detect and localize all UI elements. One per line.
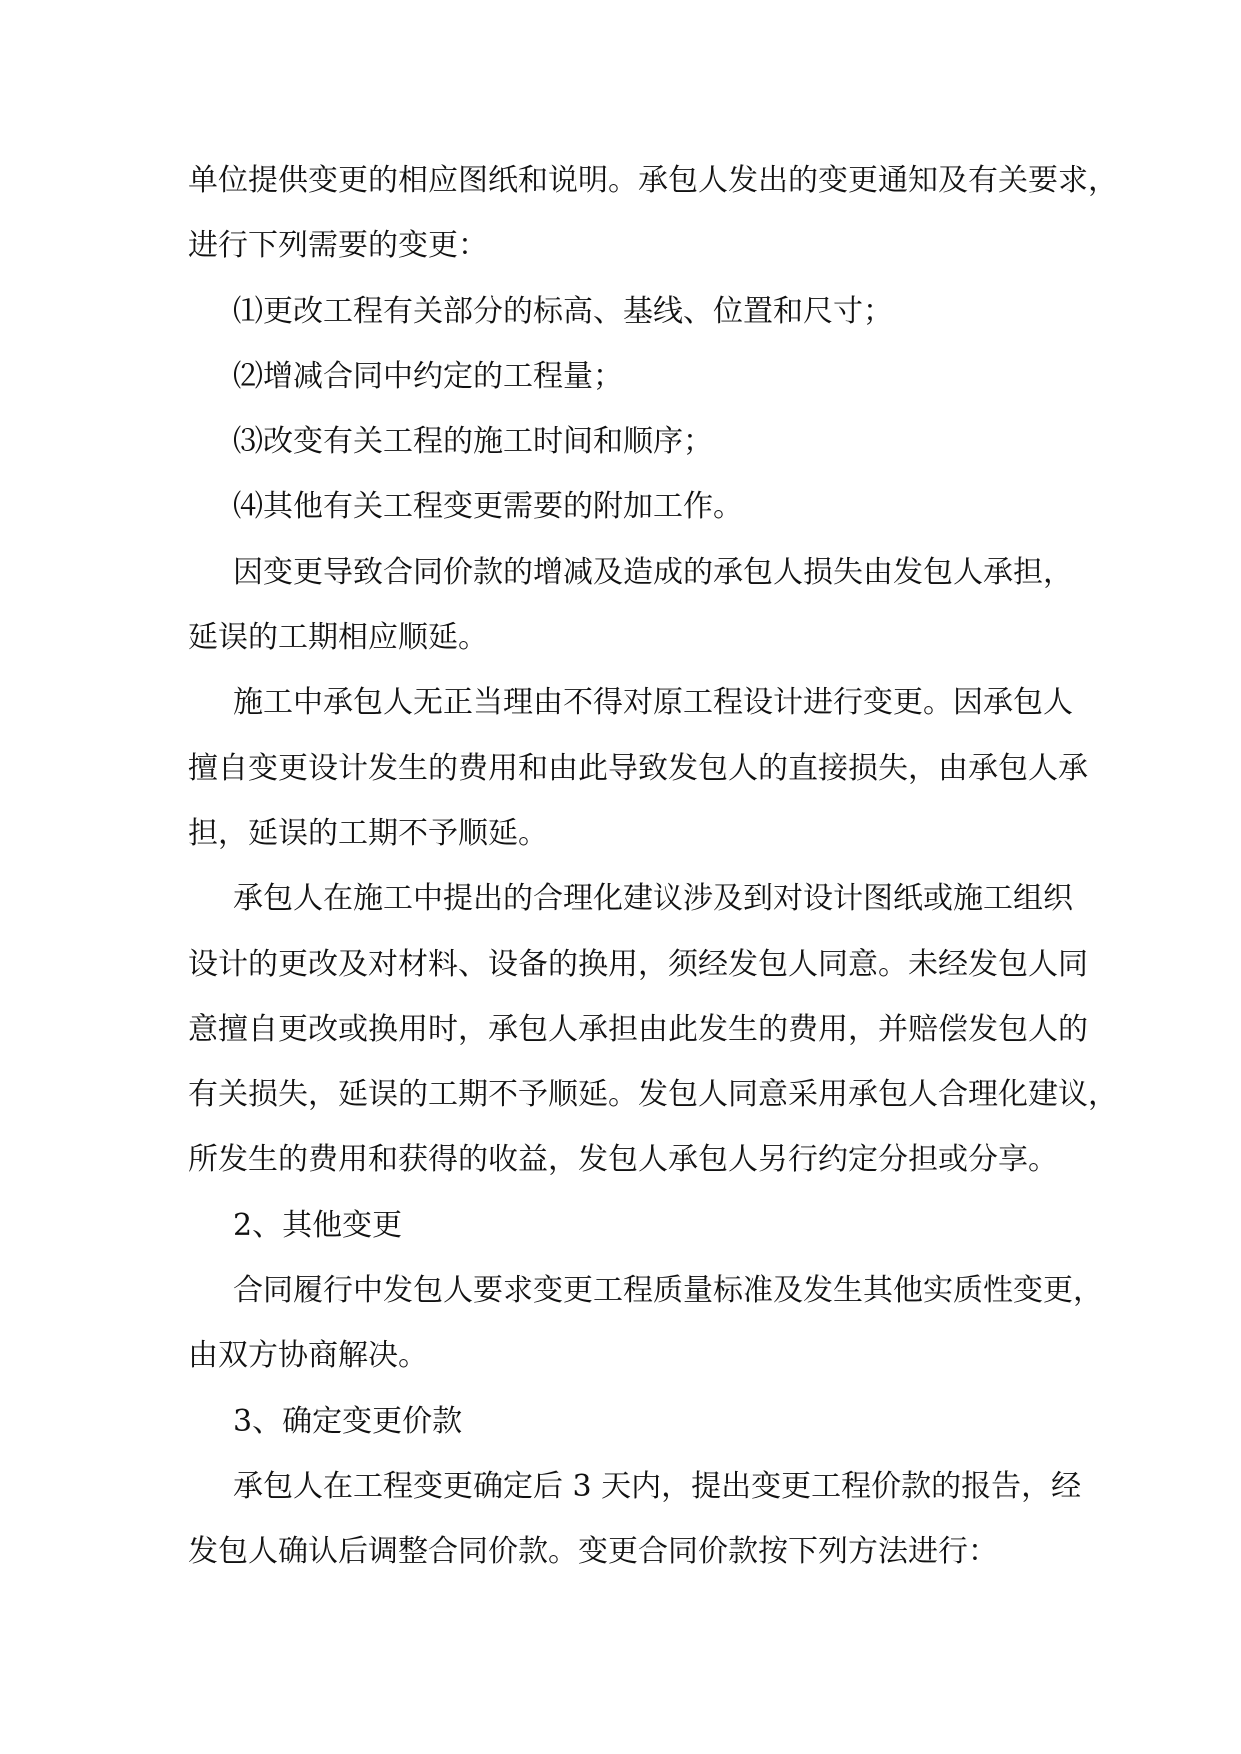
document-body — [188, 148, 1118, 1585]
section-heading: 3、确定变更价款 — [233, 1403, 463, 1439]
text-line: 有关损失，延误的工期不予顺延。发包人同意采用承包人合理化建议， — [188, 1077, 1118, 1113]
text-line: 擅自变更设计发生的费用和由此导致发包人的直接损失，由承包人承 — [188, 750, 1088, 786]
list-item: ⑷其他有关工程变更需要的附加工作。 — [233, 489, 743, 525]
text-line: 意擅自更改或换用时，承包人承担由此发生的费用，并赔偿发包人的 — [188, 1011, 1088, 1047]
list-item: ⑴更改工程有关部分的标高、基线、位置和尺寸； — [233, 293, 893, 329]
text-line: 所发生的费用和获得的收益，发包人承包人另行约定分担或分享。 — [188, 1142, 1058, 1178]
paragraph-start: 合同履行中发包人要求变更工程质量标准及发生其他实质性变更， — [233, 1273, 1103, 1309]
section-heading: 2、其他变更 — [233, 1207, 403, 1243]
text-line: 发包人确认后调整合同价款。变更合同价款按下列方法进行： — [188, 1534, 998, 1570]
paragraph-start: 施工中承包人无正当理由不得对原工程设计进行变更。因承包人 — [233, 685, 1073, 721]
text-line: 担，延误的工期不予顺延。 — [188, 815, 548, 851]
paragraph-start: 因变更导致合同价款的增减及造成的承包人损失由发包人承担， — [233, 554, 1073, 590]
text-line: 由双方协商解决。 — [188, 1338, 428, 1374]
text-line: 进行下列需要的变更： — [188, 228, 488, 264]
list-item: ⑶改变有关工程的施工时间和顺序； — [233, 424, 713, 460]
paragraph-start: 承包人在工程变更确定后 3 天内，提出变更工程价款的报告，经 — [233, 1468, 1082, 1504]
list-item: ⑵增减合同中约定的工程量； — [233, 358, 623, 394]
text-line: 单位提供变更的相应图纸和说明。承包人发出的变更通知及有关要求， — [188, 163, 1118, 198]
text-line: 设计的更改及对材料、设备的换用，须经发包人同意。未经发包人同 — [188, 946, 1088, 982]
text-line: 延误的工期相应顺延。 — [188, 620, 488, 656]
paragraph-start: 承包人在施工中提出的合理化建议涉及到对设计图纸或施工组织 — [233, 881, 1073, 917]
